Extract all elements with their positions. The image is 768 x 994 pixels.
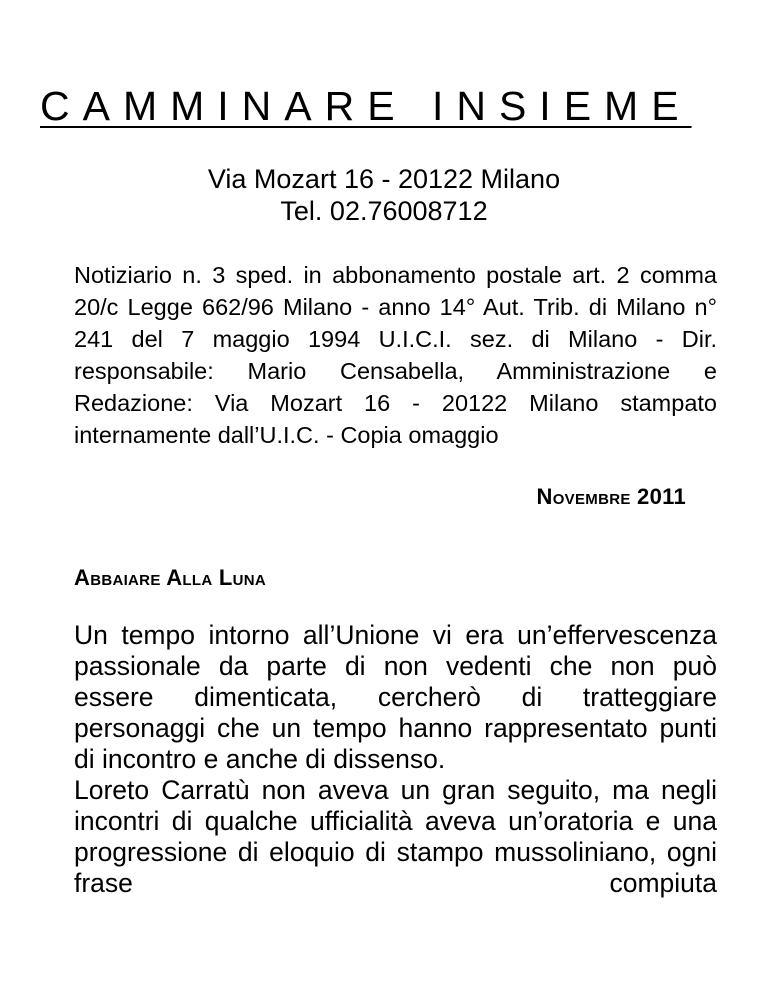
article-title: Abbaiare Alla Luna xyxy=(74,565,267,590)
newsletter-masthead: CAMMINARE INSIEME xyxy=(40,83,692,129)
article-paragraph: Un tempo intorno all’Unione vi era un’effervescenza passionale da parte di non vedenti che non può essere dimenticata, cercherò di tratteggiare personaggi che un tempo hanno rappresentato punti di incontro e anche di dissenso. xyxy=(74,620,717,774)
article-body xyxy=(74,620,717,899)
street-address: Via Mozart 16 - 20122 Milano xyxy=(207,164,561,194)
phone-number: Tel. 02.76008712 xyxy=(280,196,488,226)
issue-date: Novembre 2011 xyxy=(536,484,686,509)
article-paragraph: Loreto Carratù non aveva un gran seguito, ma negli incontri di qualche ufficialità aveva un’oratoria e una progressione di eloquio di stampo mussoliniano, ogni frase compiuta xyxy=(74,775,717,898)
publication-notice: Notiziario n. 3 sped. in abbonamento postale art. 2 comma 20/c Legge 662/96 Milano - anno 14° Aut. Trib. di Milano n° 241 del 7 maggio 1994 U.I.C.I. sez. di Milano - Dir. responsabile: Mario Censabella, Amministrazione e Redazione: Via Mozart 16 - 20122 Milano stampato internamente dall’U.I.C. - Copia omaggio xyxy=(74,262,717,448)
address-block xyxy=(0,163,768,227)
